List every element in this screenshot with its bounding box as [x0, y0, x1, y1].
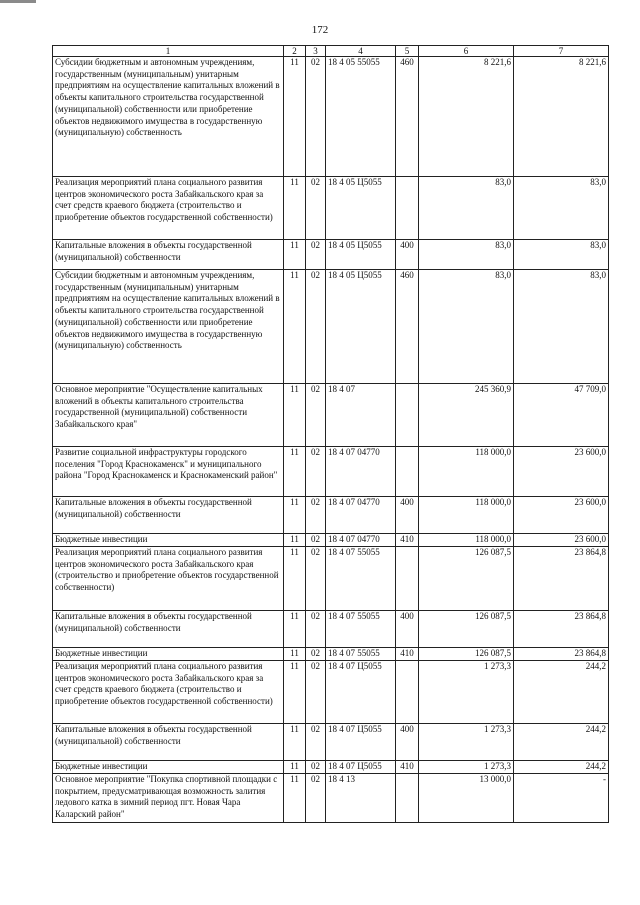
- table-row: [53, 547, 609, 611]
- subsection-code: 02: [306, 774, 326, 823]
- row-name: Бюджетные инвестиции: [53, 648, 284, 661]
- amount-col7: 23 600,0: [514, 534, 609, 547]
- scan-corner-mark: [0, 0, 36, 3]
- target-article-code: 18 4 07 Ц5055: [326, 761, 396, 774]
- amount-col7: 23 864,8: [514, 648, 609, 661]
- subsection-code: 02: [306, 648, 326, 661]
- amount-col7: 244,2: [514, 761, 609, 774]
- target-article-code: 18 4 07: [326, 384, 396, 447]
- target-article-code: 18 4 07 04770: [326, 534, 396, 547]
- row-name: Реализация мероприятий плана социального развития центров экономического роста Забайкальского края за счет средств краевого бюджета (строительство и приобретение объектов государственной собственности): [53, 177, 284, 240]
- column-header: 7: [514, 46, 609, 57]
- section-code: 11: [284, 661, 306, 724]
- budget-table: [52, 45, 609, 823]
- section-code: 11: [284, 270, 306, 384]
- amount-col7: 23 600,0: [514, 497, 609, 534]
- expense-type-code: [396, 774, 419, 823]
- subsection-code: 02: [306, 497, 326, 534]
- table-row: [53, 270, 609, 384]
- section-code: 11: [284, 497, 306, 534]
- target-article-code: 18 4 05 55055: [326, 57, 396, 177]
- section-code: 11: [284, 534, 306, 547]
- subsection-code: 02: [306, 57, 326, 177]
- table-row: [53, 240, 609, 270]
- amount-col7: 8 221,6: [514, 57, 609, 177]
- table-row: [53, 384, 609, 447]
- amount-col6: 13 000,0: [419, 774, 514, 823]
- subsection-code: 02: [306, 724, 326, 761]
- target-article-code: 18 4 07 55055: [326, 547, 396, 611]
- amount-col7: 47 709,0: [514, 384, 609, 447]
- amount-col6: 126 087,5: [419, 648, 514, 661]
- amount-col7: 244,2: [514, 724, 609, 761]
- table-row: [53, 177, 609, 240]
- expense-type-code: 460: [396, 270, 419, 384]
- section-code: 11: [284, 384, 306, 447]
- subsection-code: 02: [306, 447, 326, 497]
- amount-col6: 245 360,9: [419, 384, 514, 447]
- table-row: [53, 534, 609, 547]
- amount-col7: 83,0: [514, 240, 609, 270]
- target-article-code: 18 4 07 Ц5055: [326, 661, 396, 724]
- amount-col6: 8 221,6: [419, 57, 514, 177]
- expense-type-code: 400: [396, 724, 419, 761]
- row-name: Основное мероприятие "Покупка спортивной площадки с покрытием, предусматривающая возможность залития ледового катка в зимний период пгт. Новая Чара Каларский район": [53, 774, 284, 823]
- row-name: Бюджетные инвестиции: [53, 761, 284, 774]
- table-row: [53, 774, 609, 823]
- section-code: 11: [284, 611, 306, 648]
- expense-type-code: [396, 177, 419, 240]
- expense-type-code: [396, 447, 419, 497]
- expense-type-code: [396, 384, 419, 447]
- target-article-code: 18 4 07 55055: [326, 648, 396, 661]
- column-header: 4: [326, 46, 396, 57]
- row-name: Капитальные вложения в объекты государственной (муниципальной) собственности: [53, 240, 284, 270]
- amount-col7: 83,0: [514, 270, 609, 384]
- target-article-code: 18 4 13: [326, 774, 396, 823]
- section-code: 11: [284, 724, 306, 761]
- target-article-code: 18 4 07 04770: [326, 447, 396, 497]
- section-code: 11: [284, 177, 306, 240]
- table-row: [53, 497, 609, 534]
- column-header: 2: [284, 46, 306, 57]
- expense-type-code: 400: [396, 497, 419, 534]
- section-code: 11: [284, 761, 306, 774]
- row-name: Капитальные вложения в объекты государственной (муниципальной) собственности: [53, 611, 284, 648]
- row-name: Капитальные вложения в объекты государственной (муниципальной) собственности: [53, 497, 284, 534]
- amount-col7: 23 864,8: [514, 611, 609, 648]
- target-article-code: 18 4 07 55055: [326, 611, 396, 648]
- section-code: 11: [284, 547, 306, 611]
- expense-type-code: 410: [396, 534, 419, 547]
- amount-col6: 1 273,3: [419, 661, 514, 724]
- subsection-code: 02: [306, 270, 326, 384]
- expense-type-code: 460: [396, 57, 419, 177]
- section-code: 11: [284, 447, 306, 497]
- expense-type-code: 410: [396, 648, 419, 661]
- amount-col6: 83,0: [419, 270, 514, 384]
- amount-col6: 1 273,3: [419, 761, 514, 774]
- row-name: Субсидии бюджетным и автономным учреждениям, государственным (муниципальным) унитарным предприятиям на осуществление капитальных вложений в объекты капитального строительства государственной (муниципальной) собственности или приобретение объектов недвижимого имущества в государственную (муниципальную) собственность: [53, 57, 284, 177]
- column-number-row: [53, 46, 609, 57]
- row-name: Капитальные вложения в объекты государственной (муниципальной) собственности: [53, 724, 284, 761]
- column-header: 3: [306, 46, 326, 57]
- row-name: Бюджетные инвестиции: [53, 534, 284, 547]
- amount-col7: 244,2: [514, 661, 609, 724]
- row-name: Реализация мероприятий плана социального развития центров экономического роста Забайкальского края (строительство и приобретение объектов государственной собственности): [53, 547, 284, 611]
- row-name: Субсидии бюджетным и автономным учреждениям, государственным (муниципальным) унитарным предприятиям на осуществление капитальных вложений в объекты капитального строительства государственной (муниципальной) собственности или приобретение объектов недвижимого имущества в государственную (муниципальную) собственность: [53, 270, 284, 384]
- table-row: [53, 447, 609, 497]
- amount-col6: 126 087,5: [419, 547, 514, 611]
- column-header: 5: [396, 46, 419, 57]
- subsection-code: 02: [306, 661, 326, 724]
- section-code: 11: [284, 774, 306, 823]
- table-row: [53, 648, 609, 661]
- amount-col7: 83,0: [514, 177, 609, 240]
- subsection-code: 02: [306, 384, 326, 447]
- section-code: 11: [284, 648, 306, 661]
- table-row: [53, 611, 609, 648]
- amount-col6: 83,0: [419, 177, 514, 240]
- amount-col6: 1 273,3: [419, 724, 514, 761]
- subsection-code: 02: [306, 534, 326, 547]
- expense-type-code: 410: [396, 761, 419, 774]
- table-row: [53, 661, 609, 724]
- amount-col7: 23 600,0: [514, 447, 609, 497]
- amount-col6: 118 000,0: [419, 447, 514, 497]
- target-article-code: 18 4 07 Ц5055: [326, 724, 396, 761]
- amount-col6: 83,0: [419, 240, 514, 270]
- section-code: 11: [284, 240, 306, 270]
- target-article-code: 18 4 05 Ц5055: [326, 270, 396, 384]
- expense-type-code: [396, 661, 419, 724]
- amount-col6: 126 087,5: [419, 611, 514, 648]
- expense-type-code: [396, 547, 419, 611]
- subsection-code: 02: [306, 547, 326, 611]
- target-article-code: 18 4 05 Ц5055: [326, 177, 396, 240]
- expense-type-code: 400: [396, 240, 419, 270]
- subsection-code: 02: [306, 240, 326, 270]
- column-header: 1: [53, 46, 284, 57]
- table-row: [53, 761, 609, 774]
- target-article-code: 18 4 07 04770: [326, 497, 396, 534]
- page-number: 172: [311, 24, 329, 36]
- amount-col7: 23 864,8: [514, 547, 609, 611]
- row-name: Реализация мероприятий плана социального развития центров экономического роста Забайкальского края за счет средств краевого бюджета (строительство и приобретение объектов государственной собственности): [53, 661, 284, 724]
- expense-type-code: 400: [396, 611, 419, 648]
- row-name: Основное мероприятие "Осуществление капитальных вложений в объекты капитального строительства государственной (муниципальной) собственности Забайкальского края": [53, 384, 284, 447]
- subsection-code: 02: [306, 611, 326, 648]
- amount-col6: 118 000,0: [419, 534, 514, 547]
- subsection-code: 02: [306, 761, 326, 774]
- row-name: Развитие социальной инфраструктуры городского поселения "Город Краснокаменск" и муниципального района "Город Краснокаменск и Краснокаменский район": [53, 447, 284, 497]
- column-header: 6: [419, 46, 514, 57]
- amount-col7: -: [514, 774, 609, 823]
- amount-col6: 118 000,0: [419, 497, 514, 534]
- target-article-code: 18 4 05 Ц5055: [326, 240, 396, 270]
- subsection-code: 02: [306, 177, 326, 240]
- table-row: [53, 724, 609, 761]
- table-row: [53, 57, 609, 177]
- section-code: 11: [284, 57, 306, 177]
